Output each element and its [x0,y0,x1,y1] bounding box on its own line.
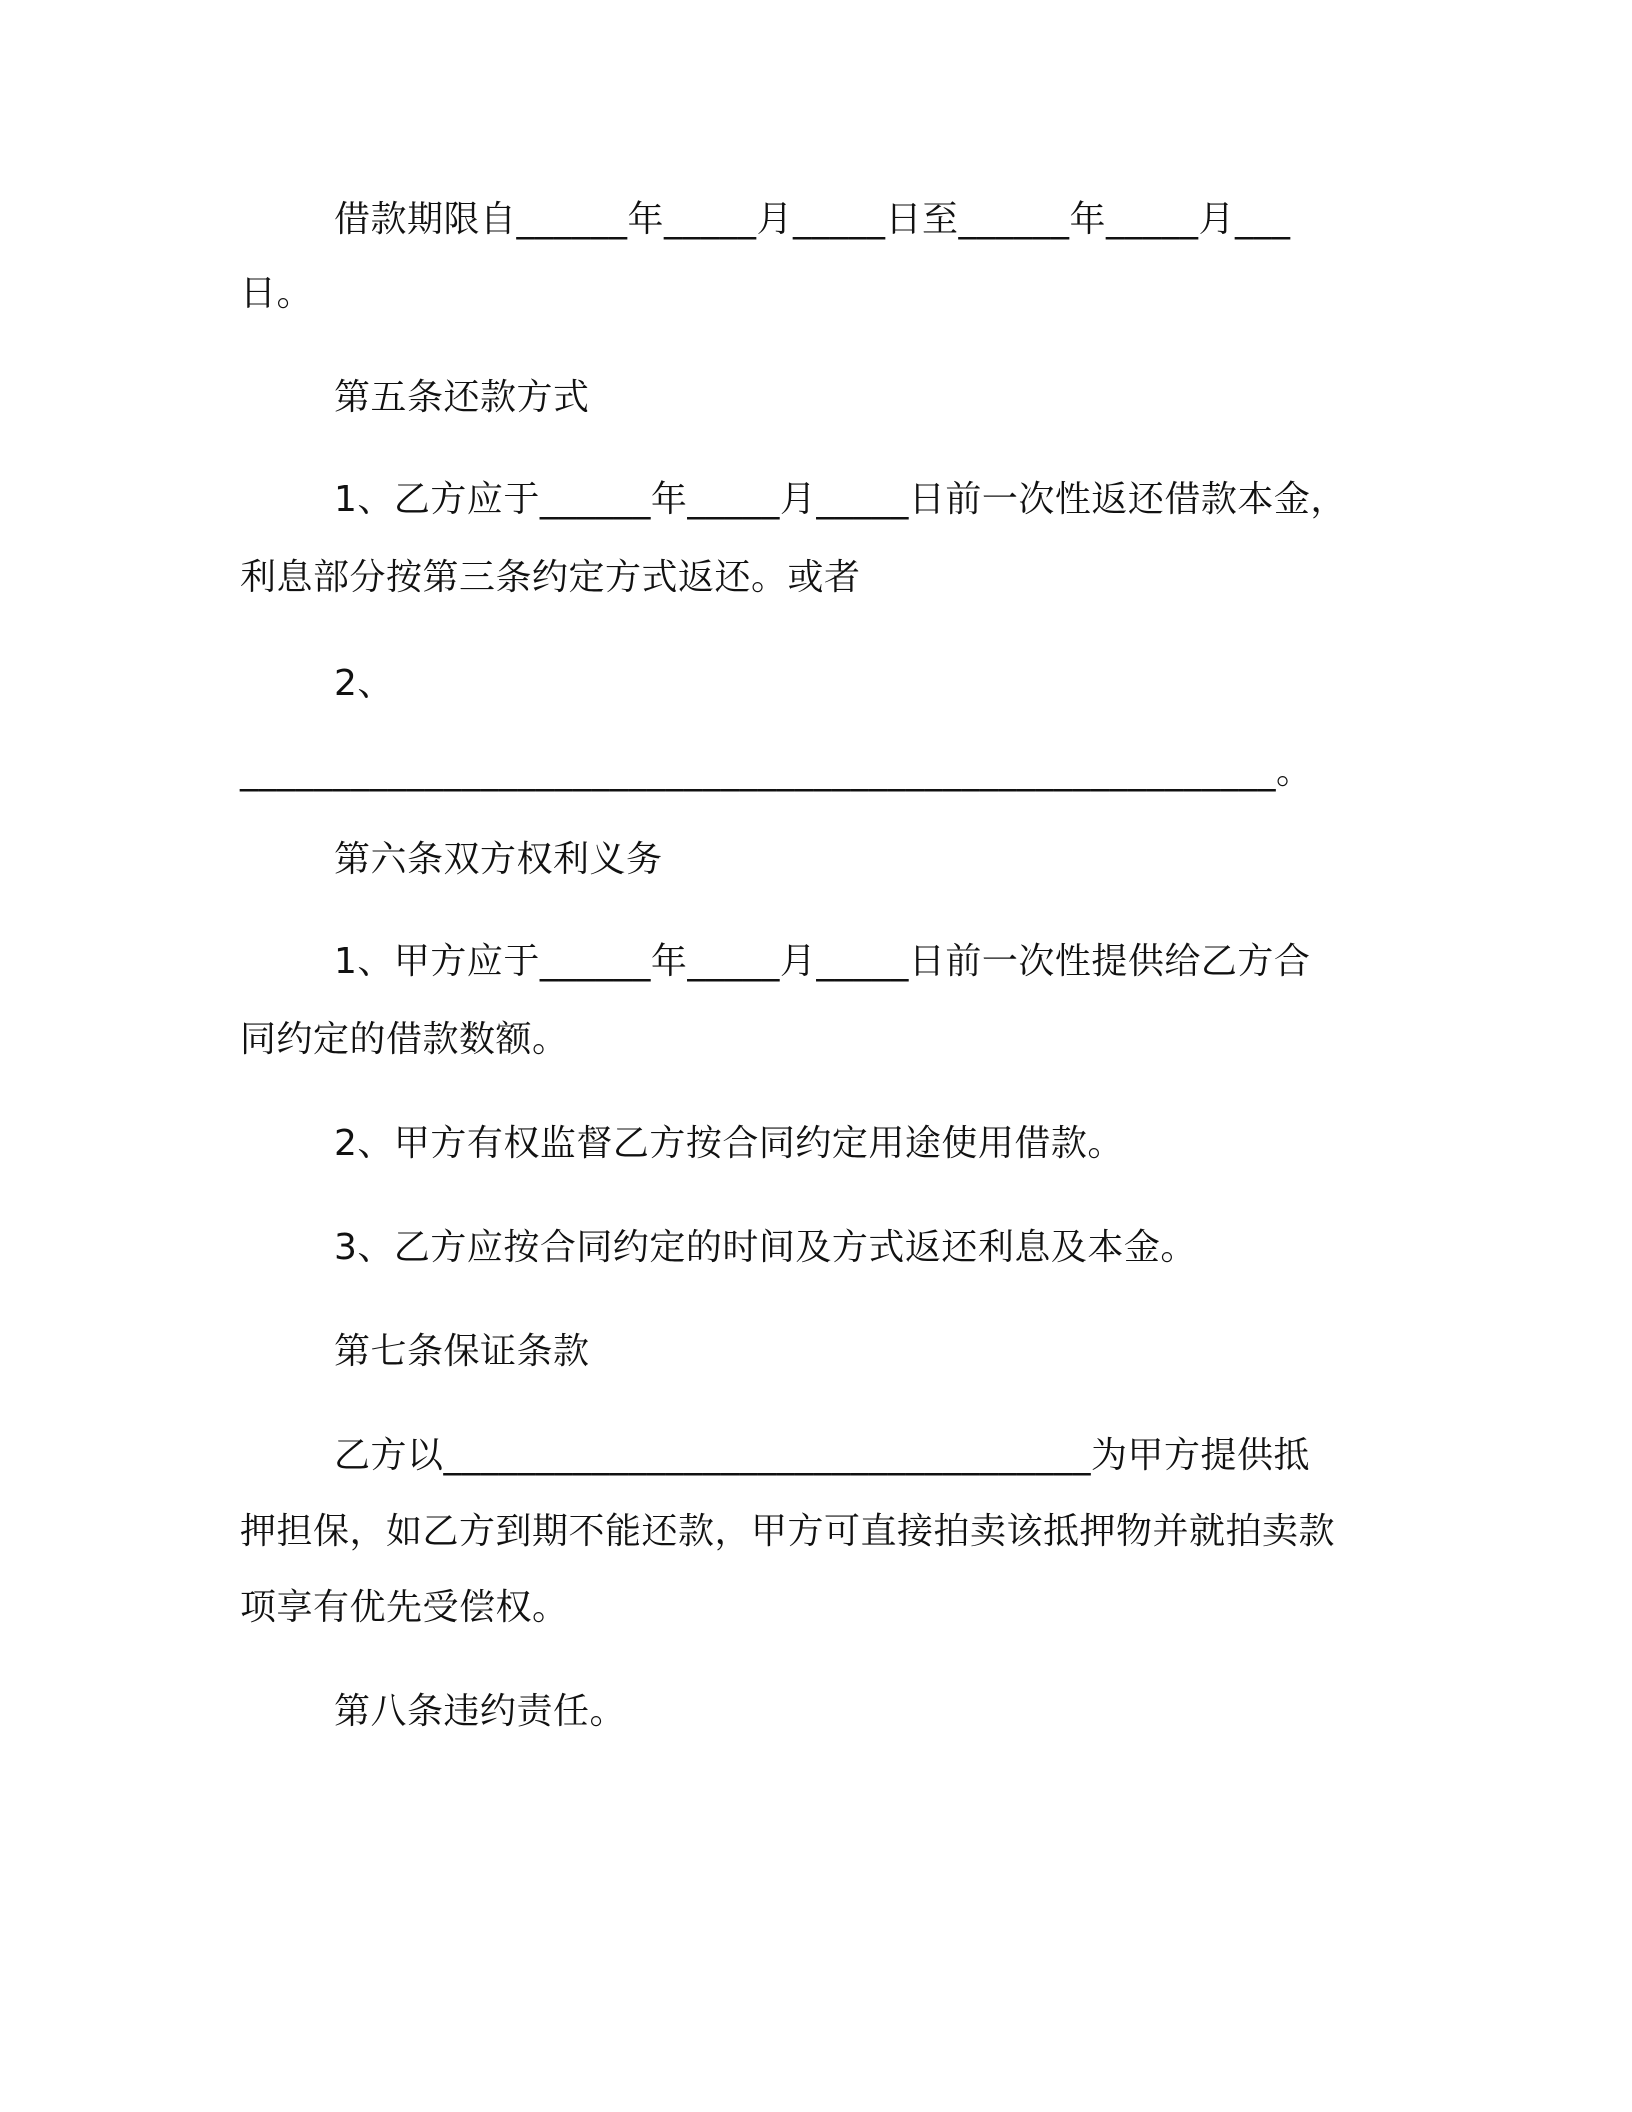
article-5-item-1: 1、乙方应于______年_____月_____日前一次性返还借款本金， [334,479,1347,520]
article-5-item-1-cont: 利息部分按第三条约定方式返还。或者 [240,557,861,598]
article-5-heading: 第五条还款方式 [334,377,590,418]
article-6-item-1: 1、甲方应于______年_____月_____日前一次性提供给乙方合 [334,941,1311,982]
loan-term-line: 借款期限自______年_____月_____日至______年_____月___ [334,199,1291,240]
article-6-item-2: 2、甲方有权监督乙方按合同约定用途使用借款。 [334,1123,1124,1164]
article-5-item-2: 2、 [334,663,394,704]
article-5-item-2-blank: ________________________________________________________。 [240,751,1313,792]
article-7-text-cont-2: 项享有优先受偿权。 [240,1587,569,1628]
article-8-heading: 第八条违约责任。 [334,1691,627,1732]
article-6-item-3: 3、乙方应按合同约定的时间及方式返还利息及本金。 [334,1227,1197,1268]
loan-term-line-end: 日。 [240,273,314,314]
article-7-text-cont-1: 押担保，如乙方到期不能还款，甲方可直接拍卖该抵押物并就拍卖款 [240,1511,1336,1552]
article-6-heading: 第六条双方权利义务 [334,839,663,880]
article-7-text: 乙方以___________________________________为甲方提供抵 [334,1435,1311,1476]
article-7-heading: 第七条保证条款 [334,1331,590,1372]
article-6-item-1-cont: 同约定的借款数额。 [240,1019,569,1060]
